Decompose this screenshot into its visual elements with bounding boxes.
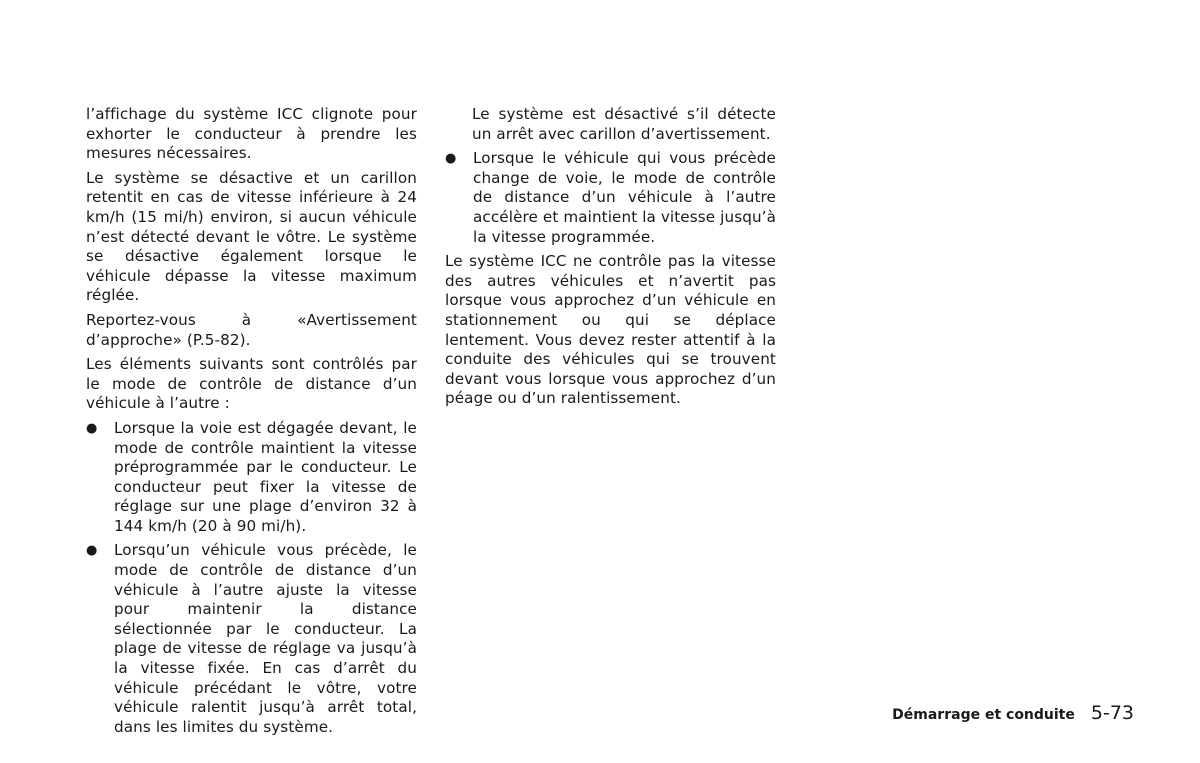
paragraph: Le système ICC ne contrôle pas la vitesse des autres véhicules et n’avertit pas lorsque vous approchez d’un véhicule en stationnement ou qui se déplace lentement. Vous devez rester attentif à la conduite des véhicules qui se trouvent devant vous lorsque vous approchez d’un péage ou d’un ralentissement.	[445, 252, 776, 408]
bullet-text: Lorsque le véhicule qui vous précède change de voie, le mode de contrôle de distance d’un véhicule à l’autre accélère et maintient la vitesse jusqu’à la vitesse programmée.	[473, 149, 777, 246]
paragraph: Le système se désactive et un carillon retentit en cas de vitesse inférieure à 24 km/h (15 mi/h) environ, si aucun véhicule n’est détecté devant le vôtre. Le système se désactive également lorsque le véhicule dépasse la vitesse maximum réglée.	[86, 168, 417, 305]
bullet-text: Lorsque la voie est dégagée devant, le mode de contrôle maintient la vitesse préprogrammée par le conducteur. Le conducteur peut fixer la vitesse de réglage sur une plage d’environ 32 à 144 km/h (20 à 90 mi/h).	[114, 418, 417, 535]
bullet-text: Lorsqu’un véhicule vous précède, le mode de contrôle de distance d’un véhicule à l’autre ajuste la vitesse pour maintenir la distance sélectionnée par le conducteur. La plage de vitesse de réglage va jusqu’à la vitesse fixée. En cas d’arrêt du véhicule précédant le vôtre, votre véhicule ralentit jusqu’à arrêt total, dans les limites du système.	[114, 541, 417, 736]
bullet-continuation: Le système est désactivé s’il détecte un arrêt avec carillon d’avertissement.	[472, 105, 776, 143]
paragraph-reference: Reportez-vous à «Avertissement d’approche» (P.5-82).	[86, 310, 417, 349]
bullet-item	[86, 541, 417, 737]
left-column	[86, 105, 417, 742]
bullet-item	[445, 149, 776, 247]
bullet-icon: ●	[86, 543, 98, 559]
right-column	[445, 105, 776, 414]
page-number: 5-73	[1090, 702, 1134, 724]
paragraph: Les éléments suivants sont contrôlés par le mode de contrôle de distance d’un véhicule à l’autre :	[86, 355, 417, 413]
bullet-icon: ●	[445, 151, 457, 167]
paragraph: l’affichage du système ICC clignote pour exhorter le conducteur à prendre les mesures nécessaires.	[86, 105, 417, 163]
section-title: Démarrage et conduite	[892, 707, 1075, 723]
bullet-item	[86, 419, 417, 537]
page-footer	[892, 702, 1134, 724]
bullet-icon: ●	[86, 420, 98, 436]
